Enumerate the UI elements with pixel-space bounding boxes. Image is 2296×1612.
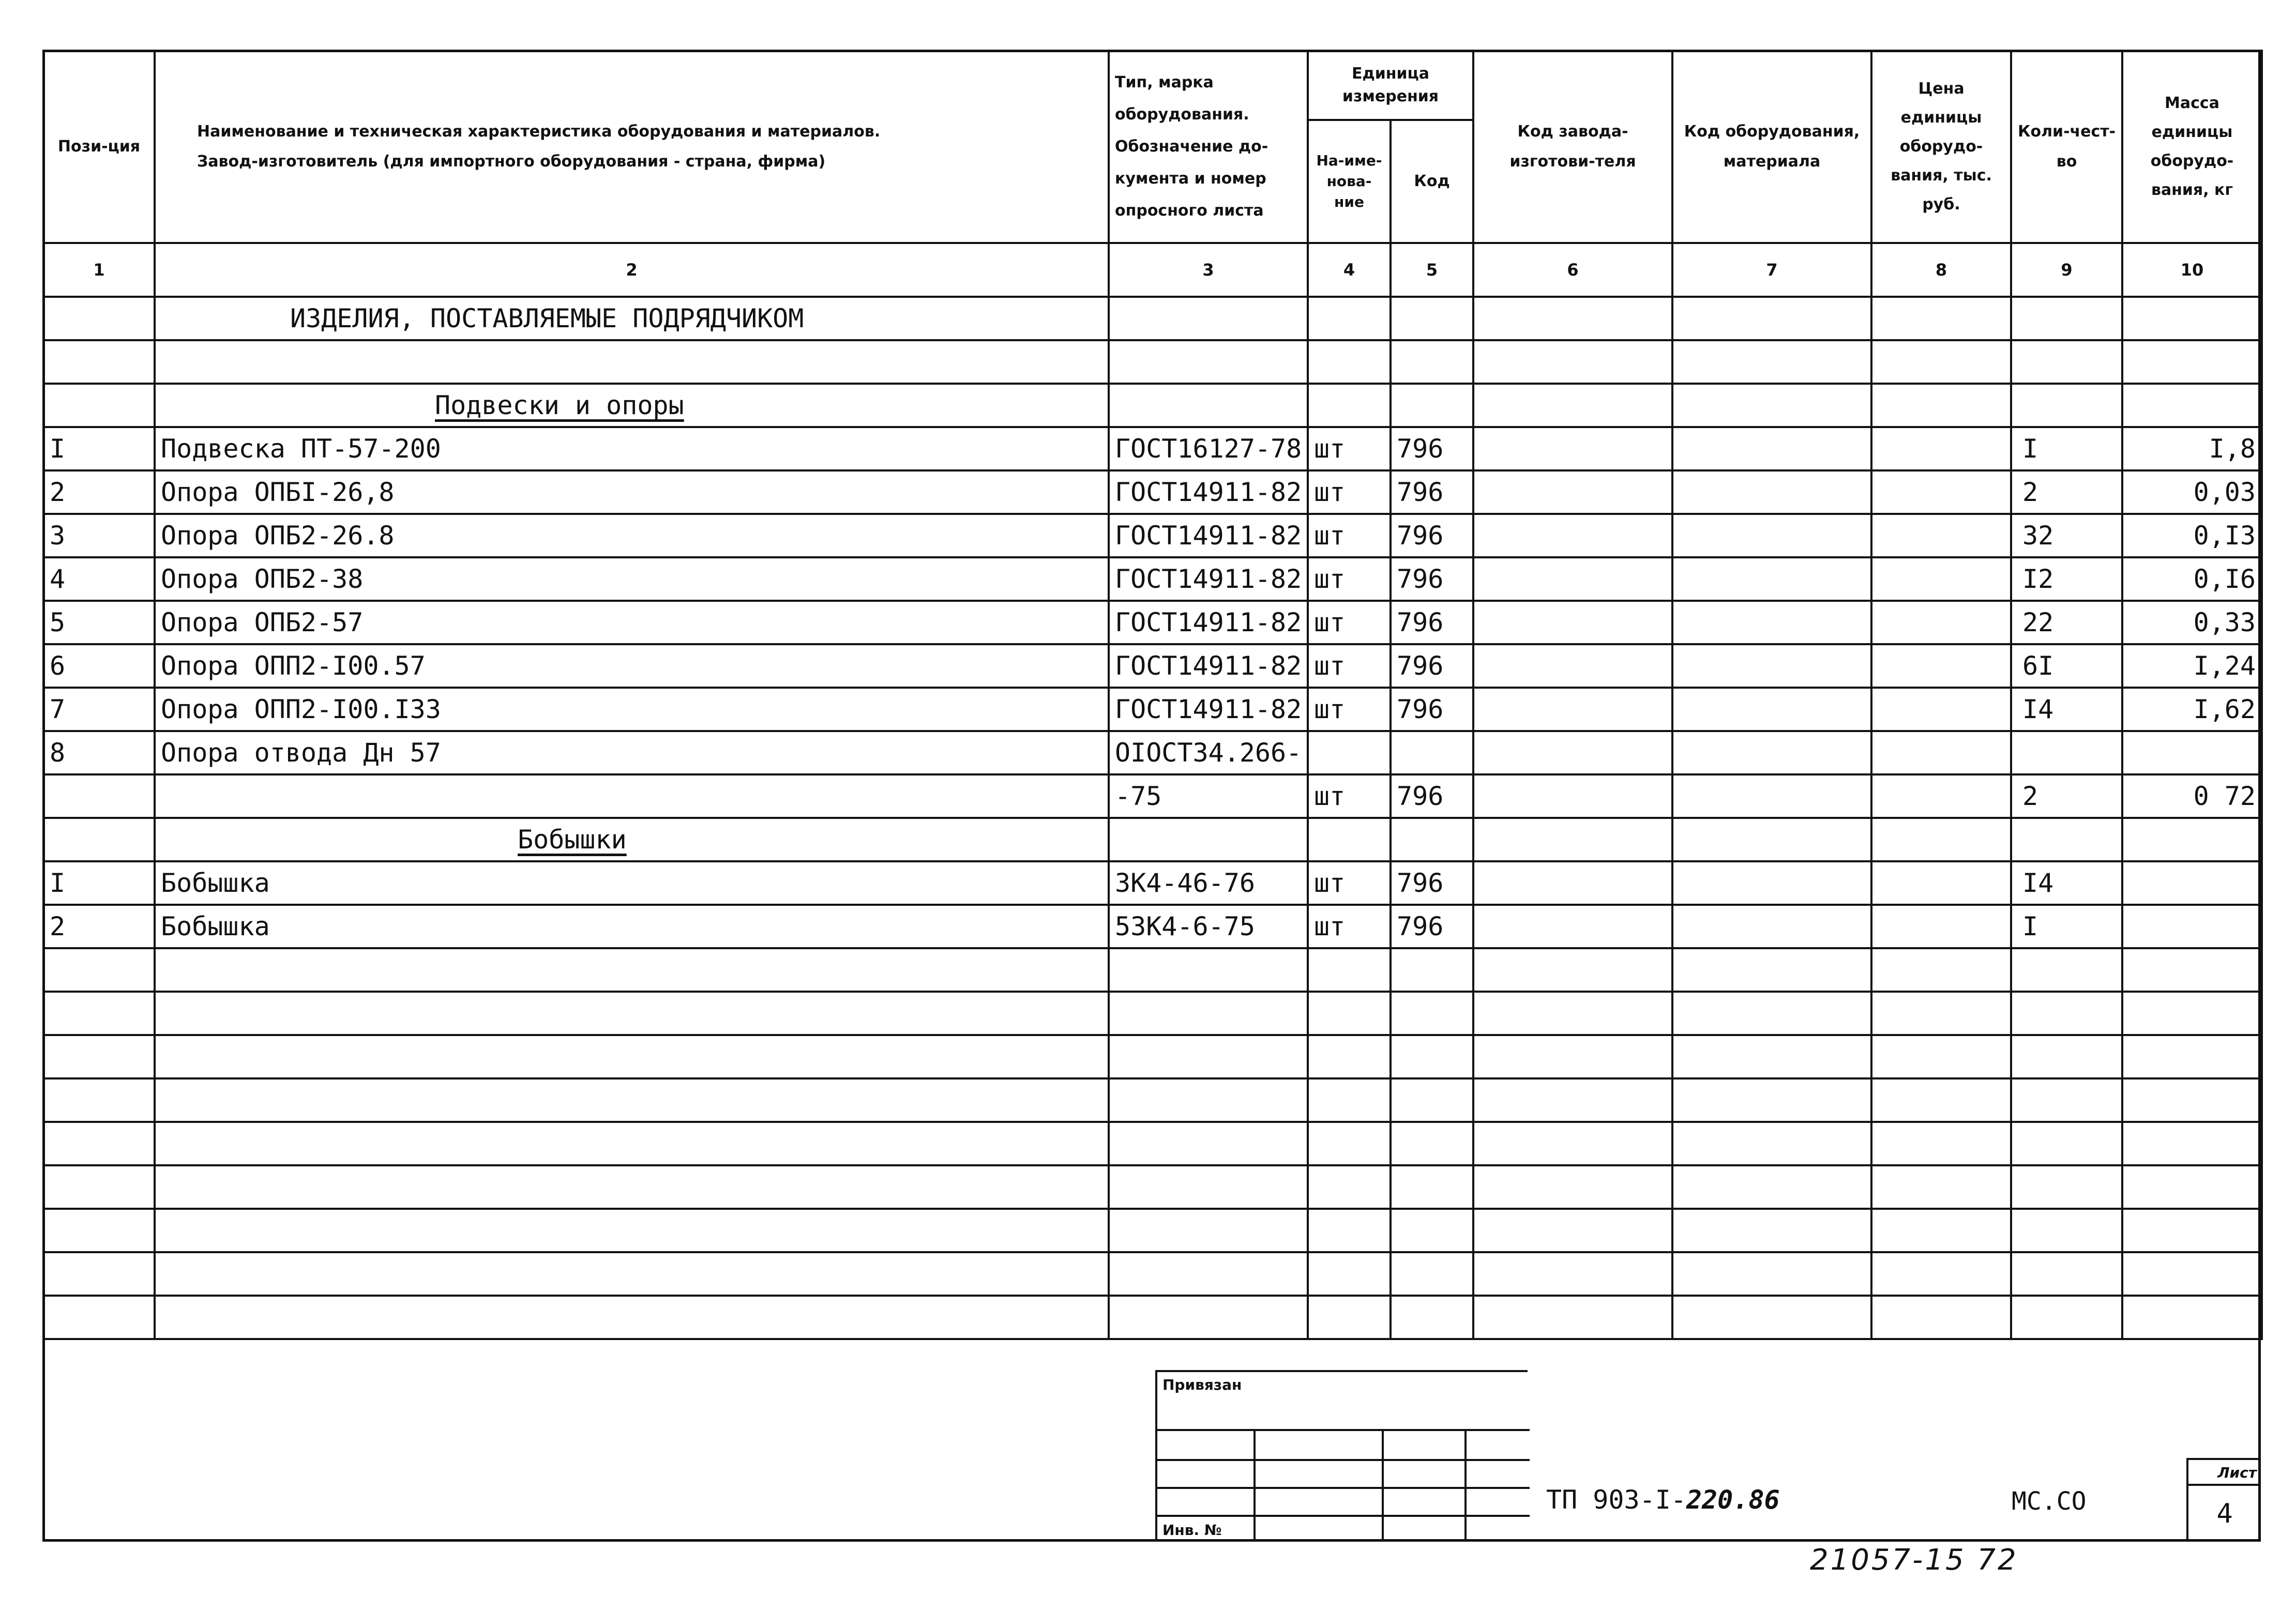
stamp-line	[1253, 1429, 1256, 1542]
cell-unit: шт	[1308, 774, 1391, 818]
cell-empty	[1672, 1296, 1871, 1339]
cell-code: 796	[1391, 557, 1473, 601]
cell-doc: ГОСТ16127-78	[1109, 427, 1308, 470]
cell-empty	[1391, 1078, 1473, 1122]
header-quantity: Коли-чест-во	[2011, 51, 2122, 243]
cell-empty	[155, 1078, 1109, 1122]
cell-unit: шт	[1308, 514, 1391, 557]
cell-empty	[43, 1209, 155, 1252]
cell-doc: -75	[1109, 774, 1308, 818]
sheet-number: 4	[2216, 1498, 2233, 1529]
table-row	[43, 470, 2262, 514]
cell-empty	[1672, 1209, 1871, 1252]
cell-empty	[1109, 1035, 1308, 1078]
cell-code: 796	[1391, 514, 1473, 557]
cell-empty	[1672, 601, 1871, 644]
cell-unit: шт	[1308, 601, 1391, 644]
cell-code: 796	[1391, 905, 1473, 948]
cell-empty	[155, 1165, 1109, 1209]
stamp-line	[1157, 1459, 1530, 1461]
table-row	[43, 514, 2262, 557]
cell-empty	[1473, 1165, 1672, 1209]
cell-empty	[1871, 514, 2011, 557]
cell-code: 796	[1391, 688, 1473, 731]
cell-empty	[155, 1035, 1109, 1078]
col-number: 6	[1473, 243, 1672, 297]
cell-pos: 2	[43, 470, 155, 514]
stamp-line	[1157, 1429, 1530, 1431]
cell-code: 796	[1391, 644, 1473, 688]
cell-name: Опора ОПП2-I00.I33	[155, 688, 1109, 731]
cell-mass	[2122, 731, 2262, 774]
cell-empty	[1473, 905, 1672, 948]
cell-empty	[2122, 1209, 2262, 1252]
empty-row	[43, 992, 2262, 1035]
cell-empty	[1473, 992, 1672, 1035]
cell-mass: 0,33	[2122, 601, 2262, 644]
empty-row	[43, 1252, 2262, 1296]
cell-empty	[2122, 1122, 2262, 1165]
cell-qty: I4	[2011, 861, 2122, 905]
cell-empty	[1672, 470, 1871, 514]
table-row	[43, 905, 2262, 948]
section-row	[43, 297, 2262, 340]
cell-qty: I2	[2011, 557, 2122, 601]
cell-empty	[2122, 1035, 2262, 1078]
cell-empty	[1672, 948, 1871, 992]
cell-empty	[2011, 1296, 2122, 1339]
cell-empty	[1308, 948, 1391, 992]
section-row	[43, 818, 2262, 861]
cell-empty	[1871, 948, 2011, 992]
cell-empty	[1672, 861, 1871, 905]
cell-qty: I	[2011, 905, 2122, 948]
cell-empty	[1109, 1296, 1308, 1339]
cell-empty	[2122, 1078, 2262, 1122]
stamp-line	[1464, 1429, 1467, 1542]
cell-pos: 6	[43, 644, 155, 688]
cell-empty	[1473, 470, 1672, 514]
header-row	[43, 51, 2262, 120]
cell-empty	[43, 1296, 155, 1339]
cell-mass	[2122, 861, 2262, 905]
cell-empty	[1109, 1252, 1308, 1296]
cell-empty	[2122, 992, 2262, 1035]
col-number: 10	[2122, 243, 2262, 297]
col-number: 5	[1391, 243, 1473, 297]
cell-pos: I	[43, 427, 155, 470]
cell-empty	[1473, 1296, 1672, 1339]
cell-empty	[1672, 992, 1871, 1035]
cell-empty	[1473, 644, 1672, 688]
empty-row	[43, 1122, 2262, 1165]
header-plant-code: Код завода-изготови-теля	[1473, 51, 1672, 243]
cell-pos: 4	[43, 557, 155, 601]
cell-empty	[1473, 1078, 1672, 1122]
section-row	[43, 384, 2262, 427]
cell-unit: шт	[1308, 861, 1391, 905]
cell-empty	[2011, 1122, 2122, 1165]
empty-row	[43, 1078, 2262, 1122]
header-type: Тип, марка оборудования. Обозначение до-кумента и номер опросного листа	[1109, 51, 1308, 243]
cell-empty	[1473, 1035, 1672, 1078]
header-name	[155, 51, 1109, 243]
document-code-handwritten: 220.86	[1686, 1485, 1780, 1515]
cell-empty	[1109, 1165, 1308, 1209]
cell-empty	[1473, 1209, 1672, 1252]
cell-empty	[1672, 1252, 1871, 1296]
cell-empty	[1391, 992, 1473, 1035]
cell-empty	[1871, 1252, 2011, 1296]
cell-name: Опора ОПБ2-38	[155, 557, 1109, 601]
binding-stamp	[1155, 1370, 1528, 1542]
cell-empty	[43, 992, 155, 1035]
cell-pos: 2	[43, 905, 155, 948]
cell-empty	[1672, 1078, 1871, 1122]
cell-qty: 2	[2011, 470, 2122, 514]
cell-mass: 0,03	[2122, 470, 2262, 514]
cell-name: Опора ОПБ2-26.8	[155, 514, 1109, 557]
cell-name: Опора ОПБ2-57	[155, 601, 1109, 644]
cell-unit: шт	[1308, 557, 1391, 601]
empty-row	[43, 948, 2262, 992]
cell-doc: ОIОСТ34.266-	[1109, 731, 1308, 774]
section-title-supports: Подвески и опоры	[435, 390, 684, 420]
cell-empty	[1308, 1078, 1391, 1122]
table-body	[43, 297, 2262, 1339]
header-name-line1: Наименование и техническая характеристика оборудования и материалов.	[197, 123, 881, 141]
header-unit-code: Код	[1391, 120, 1473, 243]
cell-empty	[1871, 688, 2011, 731]
cell-empty	[1473, 948, 1672, 992]
document-code	[1546, 1485, 1780, 1515]
cell-empty	[1871, 1122, 2011, 1165]
cell-empty	[1672, 1035, 1871, 1078]
cell-empty	[43, 1122, 155, 1165]
document-code-prefix: ТП 903-I-	[1546, 1485, 1686, 1515]
header-mass: Масса единицы оборудо-вания, кг	[2122, 51, 2262, 243]
header-price: Цена единицы оборудо-вания, тыс. руб.	[1871, 51, 2011, 243]
cell-empty	[2011, 1165, 2122, 1209]
cell-empty	[1871, 1165, 2011, 1209]
table-row	[43, 644, 2262, 688]
cell-doc: ГОСТ14911-82	[1109, 557, 1308, 601]
header-unit-name: На-име-нова-ние	[1308, 120, 1391, 243]
cell-empty	[1391, 1296, 1473, 1339]
col-number: 2	[155, 243, 1109, 297]
cell-empty	[43, 948, 155, 992]
cell-empty	[1871, 992, 2011, 1035]
cell-empty	[2011, 1035, 2122, 1078]
cell-doc: ГОСТ14911-82	[1109, 601, 1308, 644]
empty-row	[43, 1296, 2262, 1339]
cell-empty	[1871, 1209, 2011, 1252]
cell-empty	[1391, 1035, 1473, 1078]
cell-mass: 0,I3	[2122, 514, 2262, 557]
table-row	[43, 861, 2262, 905]
cell-name: Бобышка	[155, 905, 1109, 948]
cell-pos: 5	[43, 601, 155, 644]
header-equipment-code: Код оборудования, материала	[1672, 51, 1871, 243]
cell-empty	[1672, 557, 1871, 601]
cell-empty	[1391, 1165, 1473, 1209]
cell-empty	[1473, 1252, 1672, 1296]
cell-empty	[1871, 1296, 2011, 1339]
cell-empty	[2011, 1252, 2122, 1296]
cell-empty	[1871, 557, 2011, 601]
empty-row	[43, 1165, 2262, 1209]
cell-empty	[43, 1252, 155, 1296]
cell-unit: шт	[1308, 644, 1391, 688]
stamp-line	[1157, 1515, 1530, 1517]
cell-mass: I,24	[2122, 644, 2262, 688]
section-title-main: ИЗДЕЛИЯ, ПОСТАВЛЯЕМЫЕ ПОДРЯДЧИКОМ	[155, 297, 1109, 340]
sheet-number-box	[2186, 1458, 2261, 1542]
cell-empty	[1871, 1035, 2011, 1078]
cell-empty	[1308, 1296, 1391, 1339]
cell-name: Опора ОПП2-I00.57	[155, 644, 1109, 688]
cell-empty	[1391, 1252, 1473, 1296]
cell-empty	[1871, 427, 2011, 470]
cell-empty	[1109, 948, 1308, 992]
table-row	[43, 774, 2262, 818]
cell-name: Бобышка	[155, 861, 1109, 905]
cell-code: 796	[1391, 470, 1473, 514]
stamp-line	[1382, 1429, 1384, 1542]
cell-mass: I,8	[2122, 427, 2262, 470]
table-row	[43, 731, 2262, 774]
cell-pos: 8	[43, 731, 155, 774]
cell-empty	[1109, 1122, 1308, 1165]
cell-pos: 3	[43, 514, 155, 557]
cell-doc: 3К4-46-76	[1109, 861, 1308, 905]
cell-empty	[1871, 861, 2011, 905]
empty-row	[43, 340, 2262, 384]
cell-code: 796	[1391, 861, 1473, 905]
cell-empty	[1109, 1209, 1308, 1252]
header-unit-group: Единица измерения	[1308, 51, 1473, 120]
cell-empty	[155, 948, 1109, 992]
cell-empty	[1308, 1252, 1391, 1296]
cell-mass: 0 72	[2122, 774, 2262, 818]
cell-pos: I	[43, 861, 155, 905]
cell-empty	[1109, 1078, 1308, 1122]
cell-empty	[1871, 470, 2011, 514]
cell-empty	[1308, 1035, 1391, 1078]
cell-code: 796	[1391, 601, 1473, 644]
specification-table	[42, 50, 2263, 1340]
cell-doc: ГОСТ14911-82	[1109, 470, 1308, 514]
cell-empty	[1473, 731, 1672, 774]
cell-qty: I	[2011, 427, 2122, 470]
cell-qty: 22	[2011, 601, 2122, 644]
archive-number: 21057-15 72	[1810, 1543, 2018, 1577]
section-title-bosses: Бобышки	[518, 825, 627, 855]
cell-empty	[1672, 774, 1871, 818]
cell-qty	[2011, 731, 2122, 774]
cell-empty	[1473, 688, 1672, 731]
cell-empty	[1473, 774, 1672, 818]
cell-empty	[2011, 992, 2122, 1035]
cell-code: 796	[1391, 774, 1473, 818]
cell-unit: шт	[1308, 905, 1391, 948]
cell-empty	[1672, 644, 1871, 688]
cell-empty	[1473, 1122, 1672, 1165]
cell-empty	[1672, 905, 1871, 948]
cell-empty	[43, 1078, 155, 1122]
cell-empty	[2122, 1296, 2262, 1339]
cell-empty	[1308, 992, 1391, 1035]
cell-empty	[2011, 1078, 2122, 1122]
cell-empty	[1109, 992, 1308, 1035]
cell-unit: шт	[1308, 470, 1391, 514]
cell-mass	[2122, 905, 2262, 948]
cell-code: 796	[1391, 427, 1473, 470]
stamp-line	[1157, 1487, 1530, 1489]
header-position: Пози-ция	[43, 51, 155, 243]
empty-row	[43, 1209, 2262, 1252]
cell-doc: ГОСТ14911-82	[1109, 514, 1308, 557]
cell-empty	[1473, 557, 1672, 601]
cell-name: Подвеска ПТ-57-200	[155, 427, 1109, 470]
cell-empty	[155, 1122, 1109, 1165]
cell-unit: шт	[1308, 688, 1391, 731]
cell-empty	[1308, 1209, 1391, 1252]
bound-label: Привязан	[1162, 1376, 1242, 1393]
cell-empty	[43, 1165, 155, 1209]
cell-name: Опора отвода Дн 57	[155, 731, 1109, 774]
cell-empty	[1871, 1078, 2011, 1122]
cell-qty: I4	[2011, 688, 2122, 731]
cell-empty	[155, 1209, 1109, 1252]
cell-empty	[2011, 948, 2122, 992]
cell-empty	[1308, 1122, 1391, 1165]
cell-pos: 7	[43, 688, 155, 731]
cell-empty	[1473, 601, 1672, 644]
cell-empty	[1473, 427, 1672, 470]
table-row	[43, 557, 2262, 601]
cell-unit: шт	[1308, 427, 1391, 470]
document-mark: МС.СО	[2012, 1487, 2087, 1516]
inventory-label: Инв. №	[1162, 1522, 1222, 1539]
column-numbers-row	[43, 243, 2262, 297]
cell-pos	[43, 774, 155, 818]
col-number: 1	[43, 243, 155, 297]
col-number: 4	[1308, 243, 1391, 297]
cell-empty	[1672, 427, 1871, 470]
cell-doc: ГОСТ14911-82	[1109, 688, 1308, 731]
cell-qty: 6I	[2011, 644, 2122, 688]
cell-empty	[1473, 861, 1672, 905]
cell-qty: 2	[2011, 774, 2122, 818]
cell-qty: 32	[2011, 514, 2122, 557]
cell-doc: ГОСТ14911-82	[1109, 644, 1308, 688]
cell-empty	[1672, 1165, 1871, 1209]
table-row	[43, 427, 2262, 470]
cell-empty	[155, 1296, 1109, 1339]
cell-empty	[155, 1252, 1109, 1296]
cell-name	[155, 774, 1109, 818]
cell-empty	[2011, 1209, 2122, 1252]
cell-mass: 0,I6	[2122, 557, 2262, 601]
cell-empty	[1871, 644, 2011, 688]
cell-empty	[1672, 688, 1871, 731]
cell-empty	[1871, 905, 2011, 948]
cell-empty	[43, 1035, 155, 1078]
cell-empty	[2122, 1252, 2262, 1296]
cell-name: Опора ОПБI-26,8	[155, 470, 1109, 514]
cell-empty	[155, 992, 1109, 1035]
cell-empty	[1473, 514, 1672, 557]
cell-empty	[1871, 731, 2011, 774]
cell-empty	[1871, 601, 2011, 644]
cell-empty	[1391, 948, 1473, 992]
cell-empty	[2122, 1165, 2262, 1209]
table-row	[43, 601, 2262, 644]
cell-empty	[1672, 731, 1871, 774]
cell-doc: 53К4-6-75	[1109, 905, 1308, 948]
empty-row	[43, 1035, 2262, 1078]
col-number: 8	[1871, 243, 2011, 297]
cell-empty	[1871, 774, 2011, 818]
sheet-label: Лист	[2188, 1460, 2261, 1486]
cell-empty	[1308, 1165, 1391, 1209]
col-number: 3	[1109, 243, 1308, 297]
cell-mass: I,62	[2122, 688, 2262, 731]
cell-code	[1391, 731, 1473, 774]
cell-empty	[1672, 514, 1871, 557]
cell-empty	[1391, 1122, 1473, 1165]
col-number: 7	[1672, 243, 1871, 297]
col-number: 9	[2011, 243, 2122, 297]
cell-empty	[1672, 1122, 1871, 1165]
cell-unit	[1308, 731, 1391, 774]
cell-empty	[2122, 948, 2262, 992]
table-row	[43, 688, 2262, 731]
header-name-line2: Завод-изготовитель (для импортного оборудования - страна, фирма)	[197, 153, 826, 171]
cell-empty	[1391, 1209, 1473, 1252]
